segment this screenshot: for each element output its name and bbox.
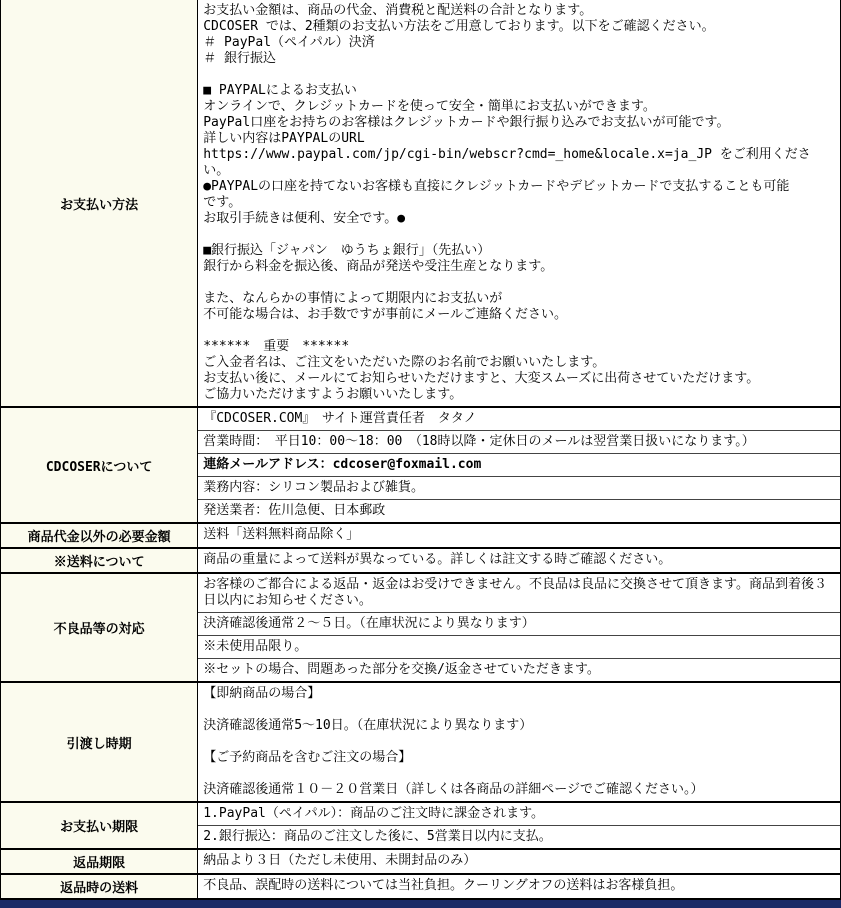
text-line (203, 227, 835, 243)
text-line (203, 766, 835, 782)
site-operator-text (198, 408, 840, 431)
text-line: 決済確認後通常２～５日。（在庫状況により異なります） (203, 616, 535, 631)
table-row (1, 682, 841, 802)
text-line: お支払い金額は、商品の代金、消費税と配送料の合計となります。 (203, 3, 593, 18)
text-line: 【即納商品の場合】 (203, 686, 321, 701)
table-row (1, 874, 841, 899)
text-line: 『CDCOSER.COM』 サイト運営責任者 タタノ (203, 411, 477, 426)
text-line (203, 275, 835, 291)
text-line: ご入金者名は、ご注文をいただいた際のお名前でお願いいたします。 (203, 355, 606, 370)
text-line: ＃ 銀行振込 (203, 51, 277, 66)
table-row (1, 523, 841, 548)
extra-cost-text (198, 524, 840, 546)
text-line: です。 (203, 195, 242, 210)
row-label: 不良品等の対応 (1, 573, 198, 682)
row-label: 返品期限 (1, 849, 198, 874)
text-line: 業務内容：シリコン製品および雑貨。 (203, 480, 424, 495)
text-line: 決済確認後通常１０－２０営業日（詳しくは各商品の詳細ページでご確認ください。） (203, 782, 704, 797)
text-line: ●PAYPALの口座を持てないお客様も直接にクレジットカードやデビットカードで支払することも可能 (203, 179, 790, 194)
table-row (1, 548, 841, 573)
payment-deadline-bank-text (198, 826, 840, 848)
text-line: https://www.paypal.com/jp/cgi-bin/webscr?cmd=_home&locale.x=ja_JP をご利用ください。 (203, 147, 811, 178)
text-line: 不可能な場合は、お手数ですが事前にメールご連絡ください。 (203, 307, 567, 322)
text-line: ■ PAYPALによるお支払い (203, 83, 357, 98)
business-hours-text (198, 431, 840, 454)
text-line (203, 67, 835, 83)
text-line: 詳しい内容はPAYPALのURL (203, 131, 365, 146)
text-line: PayPal口座をお持ちのお客様はクレジットカードや銀行振り込みでお支払いが可能です。 (203, 115, 730, 130)
row-content (198, 573, 841, 682)
text-line: 発送業者：佐川急便、日本郵政 (203, 503, 386, 518)
row-content (198, 0, 841, 407)
text-line: ご協力いただけますようお願いいたします。 (203, 387, 463, 402)
text-line: 銀行から料金を振込後、商品が発送や受注生産となります。 (203, 259, 554, 274)
row-label: ※送料について (1, 548, 198, 573)
row-label: お支払い期限 (1, 802, 198, 849)
row-content (198, 874, 841, 899)
row-content (198, 548, 841, 573)
payment-deadline-paypal-text (198, 803, 840, 826)
text-line: 営業時間： 平日10：00～18：00 （18時以降・定休日のメールは翌営業日扱いになります。） (203, 434, 755, 449)
text-line: 送料「送料無料商品除く」 (203, 527, 360, 542)
text-line: 連絡メールアドレス：cdcoser@foxmail.com (203, 457, 482, 472)
table-row (1, 573, 841, 682)
row-content (198, 682, 841, 802)
row-content (198, 802, 841, 849)
row-content (198, 849, 841, 874)
shipping-company-text (198, 500, 840, 522)
return-shipping-text (198, 875, 840, 897)
text-line: お客様のご都合による返品・返金はお受けできません。不良品は良品に交換させて頂きます。商品到着後３日以内にお知らせください。 (203, 577, 827, 608)
table-row (1, 849, 841, 874)
row-label: 引渡し時期 (1, 682, 198, 802)
return-deadline-text (198, 850, 840, 872)
set-exchange-text (198, 659, 840, 681)
text-line: お取引手続きは便利、安全です。● (203, 211, 406, 226)
row-label: 返品時の送料 (1, 874, 198, 899)
payment-method-text (198, 0, 840, 406)
table-row (1, 0, 841, 407)
text-line: 1.PayPal（ペイパル）：商品のご注文時に課金されます。 (203, 806, 545, 821)
text-line: ＃ PayPal（ペイパル）決済 (203, 35, 375, 50)
text-line: ■銀行振込「ジャパン ゆうちょ銀行」（先払い） (203, 243, 491, 258)
text-line: 不良品、誤配時の送料については当社負担。クーリングオフの送料はお客様負担。 (203, 878, 684, 893)
shipping-fee-text (198, 549, 840, 571)
defective-period-text (198, 613, 840, 636)
text-line: CDCOSER では、2種類のお支払い方法をご用意しております。以下をご確認ください。 (203, 19, 715, 34)
row-label: CDCOSERについて (1, 407, 198, 523)
text-line: 【ご予約商品を含むご注文の場合】 (203, 750, 412, 765)
text-line: また、なんらかの事情によって期限内にお支払いが (203, 291, 503, 306)
business-content-text (198, 477, 840, 500)
text-line (203, 323, 835, 339)
text-line: ****** 重要 ****** (203, 339, 350, 354)
table-row (1, 802, 841, 849)
text-line: 決済確認後通常5～10日。（在庫状況により異なります） (203, 718, 533, 733)
text-line: オンラインで、クレジットカードを使って安全・簡単にお支払いができます。 (203, 99, 656, 114)
text-line (203, 702, 835, 718)
shop-info-table-body (1, 0, 841, 899)
text-line: 納品より３日（ただし未使用、未開封品のみ） (203, 853, 477, 868)
defective-policy-text (198, 574, 840, 613)
text-line: ※セットの場合、問題あった部分を交換/返金させていただきます。 (203, 662, 600, 677)
contact-email-text (198, 454, 840, 477)
row-label: お支払い方法 (1, 0, 198, 407)
text-line: 2.銀行振込：商品のご注文した後に、5営業日以内に支払。 (203, 829, 552, 844)
unused-only-text (198, 636, 840, 659)
row-content (198, 407, 841, 523)
text-line: 商品の重量によって送料が異なっている。詳しくは註文する時ご確認ください。 (203, 552, 672, 567)
row-label: 商品代金以外の必要金額 (1, 523, 198, 548)
footer-bar (0, 900, 841, 908)
text-line: ※未使用品限り。 (203, 639, 308, 654)
text-line (203, 734, 835, 750)
delivery-time-text (198, 683, 840, 801)
table-row (1, 407, 841, 523)
row-content (198, 523, 841, 548)
text-line: お支払い後に、メールにてお知らせいただけますと、大変スムーズに出荷させていただけます。 (203, 371, 760, 386)
